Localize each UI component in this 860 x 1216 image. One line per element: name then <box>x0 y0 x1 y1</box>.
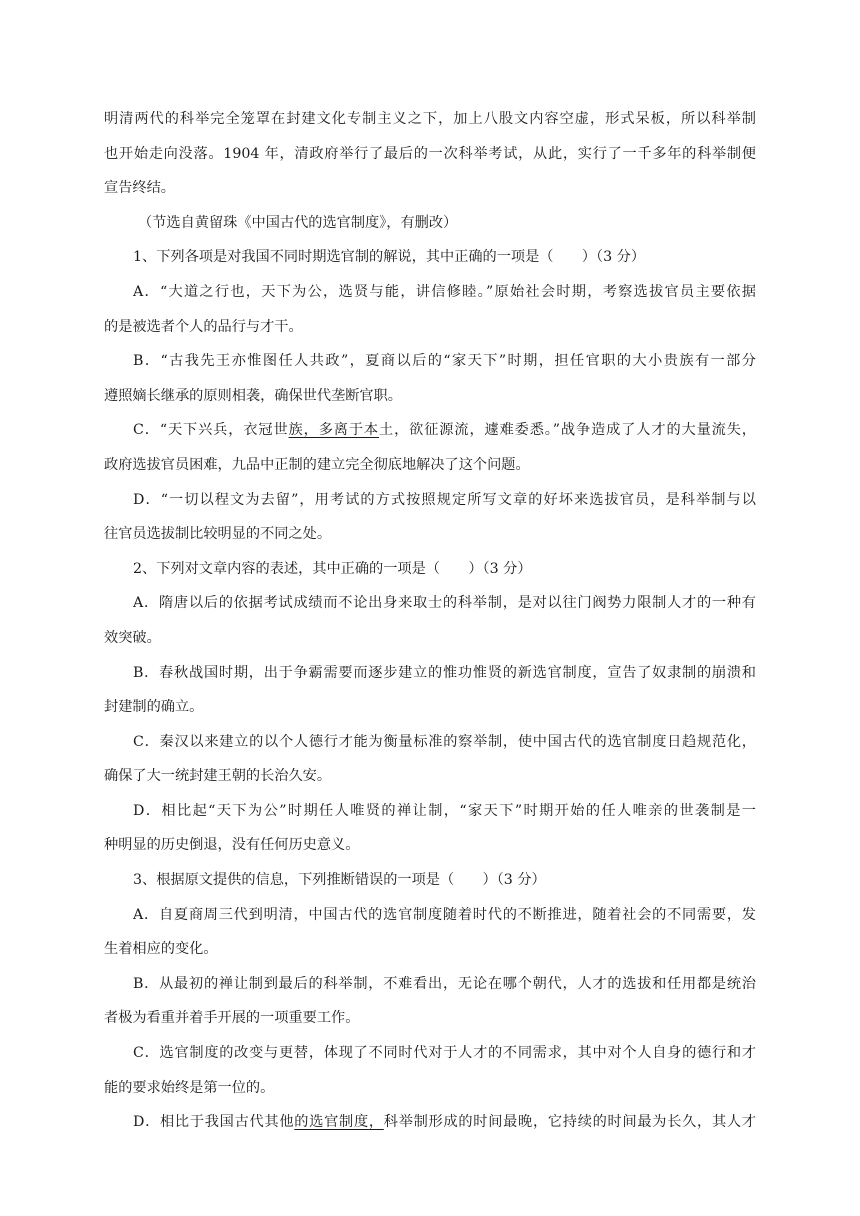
text-line: 也开始走向没落。1904 年，清政府举行了最后的一次科举考试，从此，实行了一千多年的科举制便 <box>104 145 756 162</box>
text-line: 效突破。 <box>104 629 161 646</box>
text-line: 明清两代的科举完全笼罩在封建文化专制主义之下，加上八股文内容空虚，形式呆板，所以科举制 <box>104 111 756 127</box>
text-line: 能的要求始终是第一位的。 <box>104 1079 275 1096</box>
text-segment: C．“天下兴兵，衣冠世 <box>133 422 289 439</box>
text-line: D．相比起“天下为公”时期任人唯贤的禅让制，“家天下”时期开始的任人唯亲的世袭制是一 <box>133 802 756 819</box>
text-line <box>104 1105 756 1140</box>
underlined-text: 族，多离于本 <box>288 422 379 439</box>
text-line: C．选官制度的改变与更替，体现了不同时代对于人才的不同需求，其中对个人自身的德行和才 <box>133 1045 756 1062</box>
text-line: 的是被选者个人的品行与才干。 <box>104 318 303 335</box>
text-line: B．春秋战国时期，出于争霸需要而逐步建立的惟功惟贤的新选官制度，宣告了奴隶制的崩溃和 <box>133 664 756 681</box>
text-line: A．自夏商周三代到明清，中国古代的选官制度随着时代的不断推进，随着社会的不同需要，发 <box>133 906 756 923</box>
text-segment: 科举制形成的时间最晚，它持续的时间最为长久，其人才 <box>383 1114 756 1131</box>
text-line: D．“一切以程文为去留”，用考试的方式按照规定所写文章的好坏来选拔官员，是科举制与以 <box>133 491 756 508</box>
text-line: 2、下列对文章内容的表述，其中正确的一项是（ ）（3 分） <box>133 560 532 577</box>
text-line: 封建制的确立。 <box>104 699 204 716</box>
text-line: 往官员选拔制比较明显的不同之处。 <box>104 526 332 543</box>
text-line: 生着相应的变化。 <box>104 941 218 958</box>
text-line: 者极为看重并着手开展的一项重要工作。 <box>104 1010 360 1027</box>
text-line: B．“古我先王亦惟图任人共政”，夏商以后的“家天下”时期，担任官职的大小贵族有一部分 <box>133 353 756 370</box>
text-line: 政府选拔官员困难，九品中正制的建立完全彻底地解决了这个问题。 <box>104 456 530 473</box>
source-citation: （节选自黄留珠《中国古代的选官制度》，有删改） <box>138 214 458 231</box>
underlined-text: 的选官制度， <box>294 1114 384 1131</box>
text-line <box>104 413 756 448</box>
text-line: A．“大道之行也，天下为公，选贤与能，讲信修睦。”原始社会时期，考察选拔官员主要依据 <box>133 283 756 300</box>
text-segment: D．相比于我国古代其他 <box>133 1114 295 1131</box>
text-segment: 土，欲征源流，遽难委悉。”战争造成了人才的大量流失， <box>379 422 756 439</box>
text-line: 3、根据原文提供的信息，下列推断错误的一项是（ ）（3 分） <box>133 872 546 889</box>
text-line: B．从最初的禅让制到最后的科举制，不难看出，无论在哪个朝代，人才的选拔和任用都是统治 <box>133 975 756 992</box>
text-line: 遵照嫡长继承的原则相袭，确保世代垄断官职。 <box>104 387 402 404</box>
text-line: 种明显的历史倒退，没有任何历史意义。 <box>104 837 360 854</box>
text-line: C．秦汉以来建立的以个人德行才能为衡量标准的察举制，使中国古代的选官制度日趋规范化， <box>133 733 756 750</box>
text-line: 宣告终结。 <box>104 180 175 197</box>
text-line: 确保了大一统封建王朝的长治久安。 <box>104 768 332 785</box>
text-line: A．隋唐以后的依据考试成绩而不论出身来取士的科举制，是对以往门阀势力限制人才的一种有 <box>133 595 756 612</box>
text-line: 1、下列各项是对我国不同时期选官制的解说，其中正确的一项是（ ）（3 分） <box>133 249 646 266</box>
